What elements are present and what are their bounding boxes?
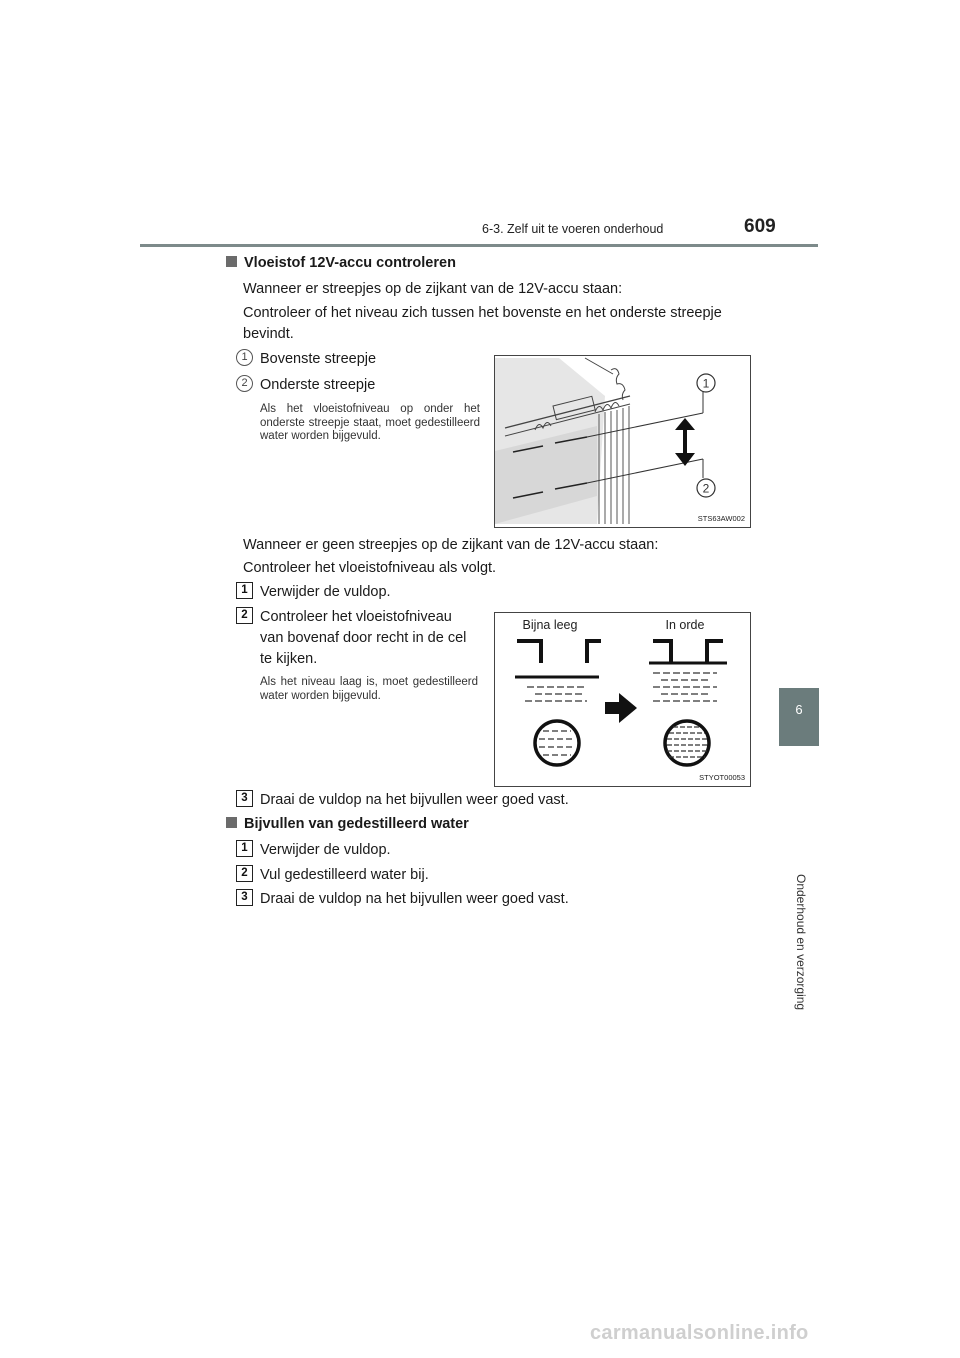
s2-step-2-marker: 2: [236, 865, 253, 882]
step-2-line2: van bovenaf door recht in de cel: [260, 630, 467, 646]
fig2-code: STYOT00053: [699, 773, 745, 782]
step-1-text: Verwijder de vuldop.: [260, 584, 391, 600]
battery-side-illustration: [495, 356, 750, 527]
s2-step-2-text: Vul gedestilleerd water bij.: [260, 867, 429, 883]
cell-level-figure: [494, 612, 751, 787]
cell-view-illustration: [495, 613, 750, 786]
s2-step-3-marker: 3: [236, 889, 253, 906]
step-1-marker: 1: [236, 582, 253, 599]
section1-intro1: Wanneer er streepjes op de zijkant van de 12V-accu staan:: [243, 281, 623, 297]
s2-step-1-marker: 1: [236, 840, 253, 857]
section1-title: Vloeistof 12V-accu controleren: [226, 255, 456, 271]
chapter-tab-number: 6: [795, 702, 803, 717]
page-number: 609: [744, 216, 776, 237]
callout-2-label: Onderste streepje: [260, 377, 376, 393]
section1-intro3: Wanneer er geen streepjes op de zijkant van de 12V-accu staan:: [243, 537, 659, 553]
s2-step-3-text: Draai de vuldop na het bijvullen weer goed vast.: [260, 891, 569, 907]
callout-1-marker: 1: [236, 349, 253, 366]
section-bullet-icon: [226, 817, 237, 828]
step-2-line3: te kijken.: [260, 651, 318, 667]
section2-title: Bijvullen van gedestilleerd water: [226, 816, 469, 832]
step-2-note: Als het niveau laag is, moet gedestilleerd water worden bijgevuld.: [260, 676, 478, 702]
section1-intro2a: Controleer of het niveau zich tussen het bovenste en het onderste streepje: [243, 305, 722, 321]
section1-intro4: Controleer het vloeistofniveau als volgt.: [243, 560, 497, 576]
watermark: carmanualsonline.info: [590, 1322, 809, 1344]
section-bullet-icon: [226, 256, 237, 267]
step-3-marker: 3: [236, 790, 253, 807]
battery-level-figure: [494, 355, 751, 528]
section1-intro2b: bevindt.: [243, 326, 294, 342]
fig2-label-right: In orde: [665, 618, 705, 632]
fig1-code: STS63AW002: [697, 514, 745, 523]
callout-1-label: Bovenste streepje: [260, 351, 377, 367]
callout-2-marker: 2: [236, 375, 253, 392]
section1-note: Als het vloeistofniveau op onder het onderste streepje staat, moet gedestilleerd water worden bijgevuld.: [260, 403, 480, 442]
step-3-text: Draai de vuldop na het bijvullen weer goed vast.: [260, 792, 569, 808]
step-2-line1: Controleer het vloeistofniveau: [260, 609, 452, 625]
header-rule: [140, 244, 818, 247]
fig1-callout-1: 1: [702, 376, 710, 391]
s2-step-1-text: Verwijder de vuldop.: [260, 842, 391, 858]
step-2-marker: 2: [236, 607, 253, 624]
fig1-callout-2: 2: [702, 481, 710, 496]
chapter-tab[interactable]: [779, 688, 819, 746]
header-section-title: 6-3. Zelf uit te voeren onderhoud: [482, 222, 664, 236]
chapter-tab-label: Onderhoud en verzorging: [794, 874, 808, 1011]
fig2-label-left: Bijna leeg: [522, 618, 578, 632]
